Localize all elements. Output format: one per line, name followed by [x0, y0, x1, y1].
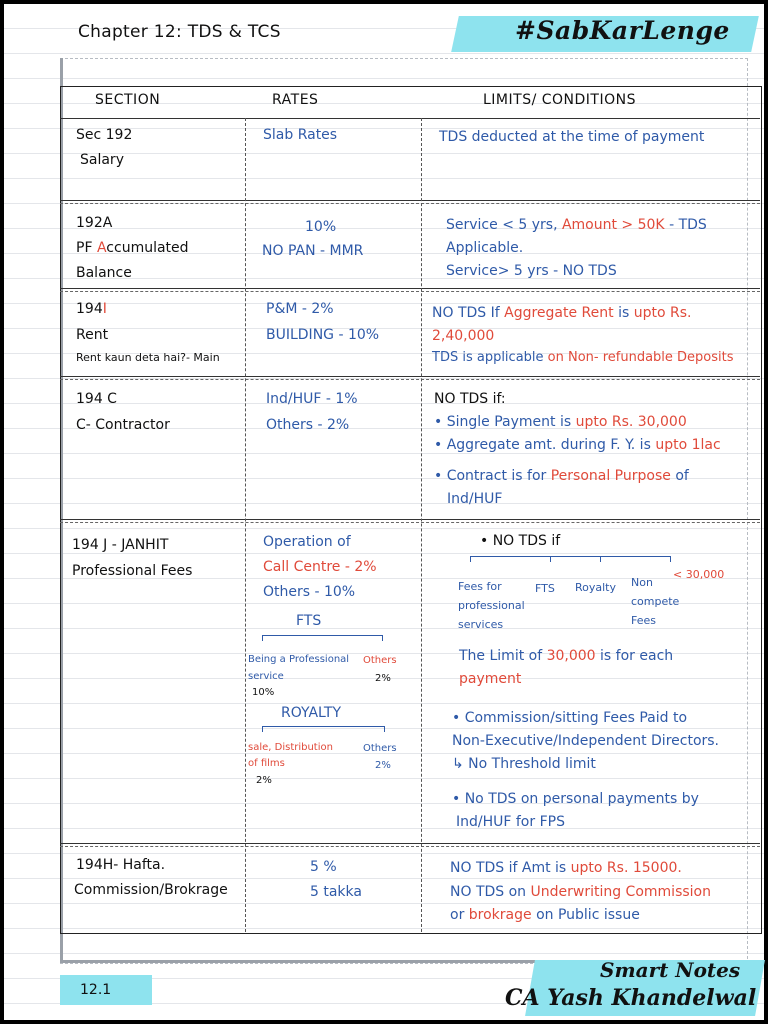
- rate-192a-1: 10%: [305, 219, 337, 235]
- limit-194j-branch-tick: [670, 556, 671, 562]
- rate-194j-3: Others - 10%: [263, 584, 356, 600]
- limit-194j-each-2: payment: [459, 671, 522, 687]
- limit-194c-2: • Aggregate amt. during F. Y. is upto 1lac: [434, 437, 721, 453]
- col-header-limits: LIMITS/ CONDITIONS: [483, 92, 636, 108]
- royalty-others-rate: 2%: [375, 760, 391, 771]
- limit-192a-3: Service> 5 yrs - NO TDS: [446, 263, 617, 279]
- fts-professional: Being a Professional: [248, 654, 350, 665]
- royalty-branch-tick: [384, 726, 385, 732]
- row-divider: [60, 843, 760, 844]
- limit-194c-1: • Single Payment is upto Rs. 30,000: [434, 414, 687, 430]
- limit-194j-branch-line: [470, 556, 670, 557]
- section-194c-code: 194 C: [76, 391, 117, 407]
- royalty-films-rate: 2%: [256, 775, 272, 786]
- row-divider: [60, 519, 760, 520]
- limit-194c-3: • Contract is for Personal Purpose of: [434, 468, 689, 484]
- limit-194i-2: 2,40,000: [432, 328, 495, 344]
- royalty-branch-tick: [262, 726, 263, 732]
- branch-noncompete-3: Fees: [631, 614, 656, 627]
- branch-noncompete-1: Non: [631, 576, 653, 589]
- rate-194i-1: P&M - 2%: [266, 301, 334, 317]
- royalty-films: sale, Distribution: [248, 742, 333, 753]
- signature-author: CA Yash Khandelwal: [505, 985, 757, 1011]
- section-192a-name-2: Balance: [76, 265, 132, 281]
- section-194i-name: Rent: [76, 327, 109, 343]
- branch-fees-3: services: [458, 618, 504, 631]
- limit-194i-3: TDS is applicable on Non- refundable Deposits: [432, 350, 734, 365]
- section-194j-name: Professional Fees: [72, 563, 193, 579]
- header-divider: [60, 118, 760, 119]
- col-header-rates: RATES: [272, 92, 319, 108]
- row-divider: [60, 846, 760, 847]
- section-194h-code: 194H- Hafta.: [76, 857, 166, 873]
- section-194h-name: Commission/Brokrage: [74, 882, 228, 898]
- fts-professional-rate: 10%: [252, 687, 275, 698]
- limit-194j-commission-2: Non-Executive/Independent Directors.: [452, 733, 720, 749]
- section-194i-note: Rent kaun deta hai?- Main: [76, 351, 220, 364]
- section-194i-code: 194I: [76, 301, 107, 317]
- row-divider: [60, 203, 760, 204]
- row-divider: [60, 288, 760, 289]
- limit-192a-1: Service < 5 yrs, Amount > 50K - TDS: [446, 217, 707, 233]
- branch-fees-2: professional: [458, 599, 525, 612]
- limit-194j-branch-tick: [470, 556, 471, 562]
- limit-194j-heading: • NO TDS if: [480, 533, 561, 549]
- fts-others-rate: 2%: [375, 673, 391, 684]
- limit-194j-branch-tick: [600, 556, 601, 562]
- limit-194j-each-1: The Limit of 30,000 is for each: [459, 648, 674, 664]
- row-divider: [60, 522, 760, 523]
- limit-194j-branch-tick: [550, 556, 551, 562]
- column-divider: [245, 118, 246, 932]
- royalty-others: Others: [363, 743, 397, 754]
- signature-smart-notes: Smart Notes: [600, 958, 741, 982]
- limit-194h-2: NO TDS on Underwriting Commission: [450, 884, 711, 900]
- limit-192a-2: Applicable.: [446, 240, 524, 256]
- branch-fts: FTS: [535, 582, 555, 595]
- section-194j-code: 194 J - JANHIT: [72, 537, 169, 553]
- limit-194h-1: NO TDS if Amt is upto Rs. 15000.: [450, 860, 682, 876]
- column-divider: [421, 118, 422, 932]
- row-divider: [60, 376, 760, 377]
- limit-194c-4: Ind/HUF: [447, 491, 503, 507]
- fts-branch-tick: [382, 635, 383, 641]
- limit-194j-commission-1: • Commission/sitting Fees Paid to: [452, 710, 688, 726]
- fts-others: Others: [363, 655, 397, 666]
- royalty-films-2: of films: [248, 758, 285, 769]
- rate-194i-2: BUILDING - 10%: [266, 327, 380, 343]
- royalty-branch-line: [262, 726, 384, 727]
- row-divider: [60, 200, 760, 201]
- page-number: 12.1: [80, 982, 112, 998]
- branch-royalty: Royalty: [575, 581, 617, 594]
- limit-194j-threshold: ↳ No Threshold limit: [452, 756, 596, 772]
- row-divider: [60, 291, 760, 292]
- rate-194j-1: Operation of: [263, 534, 351, 550]
- chapter-title: Chapter 12: TDS & TCS: [78, 22, 281, 42]
- limit-194j-personal-1: • No TDS on personal payments by: [452, 791, 699, 807]
- fts-branch-tick: [262, 635, 263, 641]
- branch-fees-1: Fees for: [458, 580, 502, 593]
- branch-noncompete-2: compete: [631, 595, 680, 608]
- col-header-section: SECTION: [95, 92, 161, 108]
- rate-194j-2: Call Centre - 2%: [263, 559, 377, 575]
- rate-192a-2: NO PAN - MMR: [262, 243, 364, 259]
- section-192-name: Salary: [80, 152, 124, 168]
- limit-194i-1: NO TDS If Aggregate Rent is upto Rs.: [432, 305, 692, 321]
- section-192-code: Sec 192: [76, 127, 133, 143]
- rate-194h-1: 5 %: [310, 859, 337, 875]
- rate-194c-1: Ind/HUF - 1%: [266, 391, 358, 407]
- fts-heading: FTS: [296, 613, 322, 629]
- rate-194h-2: 5 takka: [310, 884, 362, 900]
- royalty-heading: ROYALTY: [281, 705, 341, 721]
- fts-branch-line: [262, 635, 382, 636]
- rate-192: Slab Rates: [263, 127, 338, 143]
- section-194c-name: C- Contractor: [76, 417, 170, 433]
- section-192a-code: 192A: [76, 215, 113, 231]
- limit-192: TDS deducted at the time of payment: [439, 129, 705, 145]
- limit-194c-heading: NO TDS if:: [434, 391, 506, 407]
- limit-30000: < 30,000: [673, 568, 725, 581]
- limit-194h-3: or brokrage on Public issue: [450, 907, 640, 923]
- hashtag-title: #SabKarLenge: [515, 16, 730, 45]
- row-divider: [60, 379, 760, 380]
- limit-194j-personal-2: Ind/HUF for FPS: [456, 814, 565, 830]
- fts-service: service: [248, 671, 284, 682]
- section-192a-name: PF Accumulated: [76, 240, 189, 256]
- rate-194c-2: Others - 2%: [266, 417, 350, 433]
